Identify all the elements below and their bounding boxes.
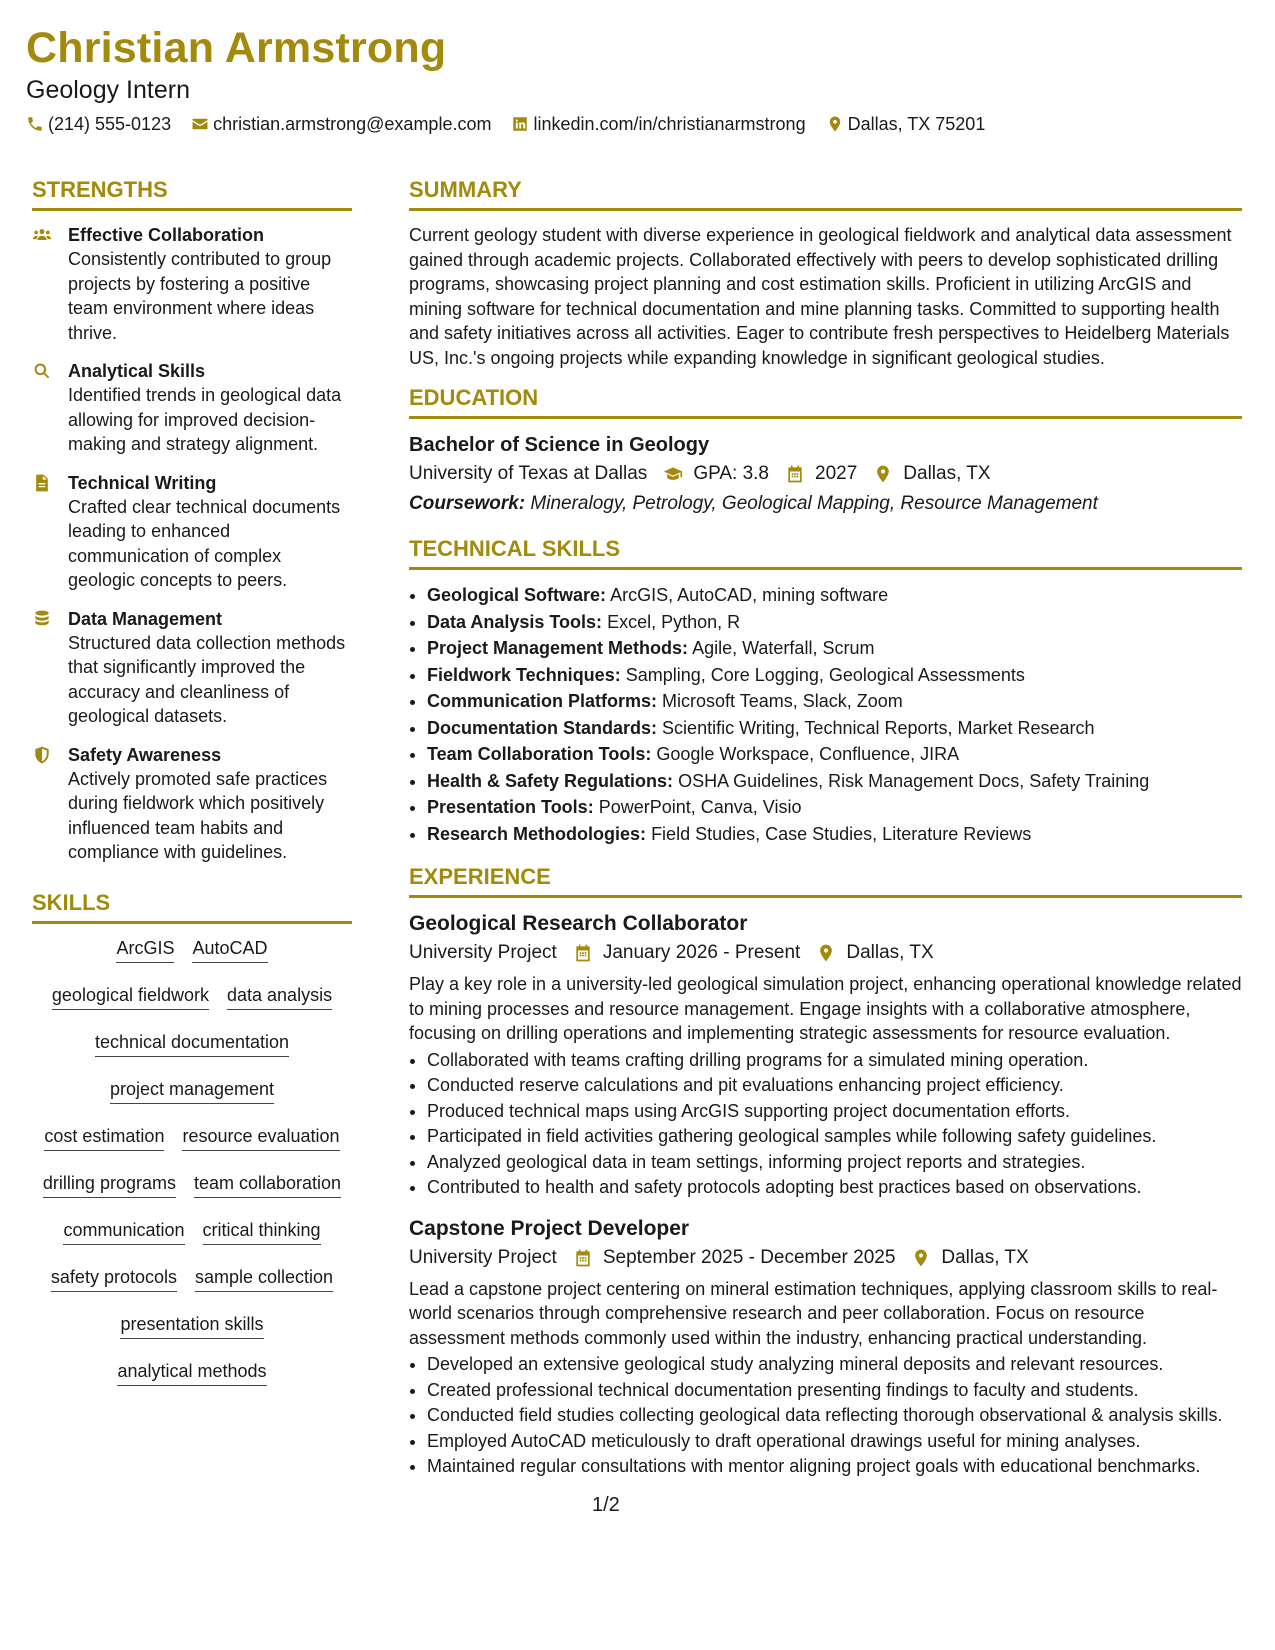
map-pin-icon — [911, 1248, 931, 1268]
page-number: 1/2 — [592, 1494, 620, 1516]
skill-tag: communication — [63, 1218, 184, 1245]
strength-item — [32, 359, 352, 457]
job-org: University Project — [409, 1246, 557, 1268]
education-degree: Bachelor of Science in Geology — [409, 434, 710, 456]
job-location: Dallas, TX — [911, 1243, 1028, 1273]
list-item: • Contributed to health and safety protocols adopting best practices based on observations. — [427, 1175, 1242, 1201]
strength-item — [32, 743, 352, 865]
list-item: • Participated in field activities gathering geological samples while following safety guidelines. — [427, 1124, 1242, 1150]
strength-text: Consistently contributed to group projects by fostering a positive team environment where ideas thrive. — [68, 249, 332, 343]
list-item: • Documentation Standards: Scientific Writing, Technical Reports, Market Research — [427, 715, 1242, 742]
education-heading: EDUCATION — [409, 384, 1242, 419]
job-entry — [409, 1215, 1242, 1480]
list-item: • Fieldwork Techniques: Sampling, Core Logging, Geological Assessments — [427, 662, 1242, 689]
technical-skills-list — [409, 582, 1242, 847]
envelope-icon — [191, 115, 209, 133]
job-description: Play a key role in a university-led geological simulation project, enhancing operational knowledge related to mining processes and resource management. Engage insights with a collaborative atmosphere, focusing on drilling operations and implementing strategic assessments for resource evaluation. — [409, 974, 1242, 1043]
list-item: • Presentation Tools: PowerPoint, Canva, Visio — [427, 794, 1242, 821]
skills-tag-list — [32, 936, 352, 1406]
linkedin-text: linkedin.com/in/christianarmstrong — [533, 114, 806, 134]
strength-title: Safety Awareness — [68, 744, 222, 765]
education-coursework: Coursework: Mineralogy, Petrology, Geological Mapping, Resource Management — [409, 493, 1098, 514]
map-pin-icon — [816, 943, 836, 963]
strength-title: Analytical Skills — [68, 361, 206, 381]
summary-heading: SUMMARY — [409, 176, 1242, 211]
strength-title: Data Management — [68, 608, 223, 629]
list-item: • Health & Safety Regulations: OSHA Guidelines, Risk Management Docs, Safety Training — [427, 768, 1242, 795]
education-meta — [409, 459, 1242, 489]
left-column — [32, 176, 352, 1406]
education-gpa: GPA: 3.8 — [663, 459, 769, 489]
strength-text: Crafted clear technical documents leading to enhanced communication of complex geologic concepts to peers. — [68, 496, 341, 590]
job-meta — [409, 938, 1242, 968]
strengths-heading: STRENGTHS — [32, 176, 352, 211]
list-item: • Created professional technical documentation presenting findings to faculty and students. — [427, 1378, 1242, 1404]
list-item: • Geological Software: ArcGIS, AutoCAD, mining software — [427, 582, 1242, 609]
education-year: 2027 — [785, 459, 857, 489]
linkedin-icon — [511, 115, 529, 133]
skill-tag: technical documentation — [95, 1030, 289, 1057]
skill-tag: team collaboration — [194, 1171, 341, 1198]
document-icon — [32, 473, 52, 493]
list-item: • Developed an extensive geological study analyzing mineral deposits and relevant resources. — [427, 1352, 1242, 1378]
list-item: • Maintained regular consultations with mentor aligning project goals with educational benchmarks. — [427, 1454, 1242, 1480]
strength-item — [32, 471, 352, 593]
list-item: • Produced technical maps using ArcGIS supporting project documentation efforts. — [427, 1099, 1242, 1125]
skill-tag: ArcGIS — [116, 936, 174, 963]
list-item: • Team Collaboration Tools: Google Workspace, Confluence, JIRA — [427, 741, 1242, 768]
job-description: Lead a capstone project centering on mineral estimation techniques, applying classroom skills to real-world scenarios through comprehensive research and peer collaboration. Focus on resource assessment methods commonly used within the industry, enhancing practical understanding. — [409, 1278, 1218, 1348]
contact-email[interactable] — [191, 112, 491, 136]
skill-tag: geological fieldwork — [52, 983, 209, 1010]
skill-tag: sample collection — [195, 1265, 333, 1292]
education-school: University of Texas at Dallas — [409, 463, 648, 484]
strength-item — [32, 607, 352, 729]
calendar-icon — [573, 1248, 593, 1268]
strength-title: Technical Writing — [68, 472, 217, 493]
calendar-icon — [785, 464, 805, 484]
list-item: • Conducted field studies collecting geological data reflecting thorough observational & analysis skills. — [427, 1403, 1242, 1429]
right-column — [409, 176, 1242, 1494]
strength-text: Identified trends in geological data allowing for improved decision-making and strategy alignment. — [68, 385, 342, 454]
strength-text: Actively promoted safe practices during fieldwork which positively influenced team habits and compliance with guidelines. — [68, 768, 328, 862]
calendar-icon — [573, 943, 593, 963]
resume-header — [26, 22, 1246, 136]
contact-linkedin[interactable] — [511, 112, 805, 136]
skill-tag: data analysis — [227, 983, 332, 1010]
list-item: • Research Methodologies: Field Studies, Case Studies, Literature Reviews — [427, 821, 1242, 848]
skill-tag: safety protocols — [51, 1265, 177, 1292]
list-item: • Data Analysis Tools: Excel, Python, R — [427, 609, 1242, 636]
list-item: • Employed AutoCAD meticulously to draft operational drawings useful for mining analyses. — [427, 1429, 1242, 1455]
list-item: • Collaborated with teams crafting drilling programs for a simulated mining operation. — [427, 1048, 1242, 1074]
job-org: University Project — [409, 942, 557, 963]
list-item: • Conducted reserve calculations and pit evaluations enhancing project efficiency. — [427, 1073, 1242, 1099]
job-meta — [409, 1243, 1242, 1273]
strength-title: Effective Collaboration — [68, 225, 265, 245]
education-location: Dallas, TX — [873, 459, 990, 489]
job-bullets — [409, 1048, 1242, 1201]
candidate-title: Geology Intern — [26, 76, 190, 104]
skill-tag: AutoCAD — [192, 936, 267, 963]
job-entry — [409, 910, 1242, 1201]
skill-tag: presentation skills — [120, 1312, 263, 1339]
skill-tag: resource evaluation — [182, 1124, 339, 1151]
skill-tag: project management — [110, 1077, 274, 1104]
strength-item — [32, 223, 352, 345]
job-bullets — [409, 1352, 1242, 1480]
contact-location — [826, 112, 986, 136]
skill-tag: critical thinking — [203, 1218, 321, 1245]
map-pin-icon — [873, 464, 893, 484]
email-text: christian.armstrong@example.com — [213, 114, 492, 134]
job-dates: January 2026 - Present — [573, 938, 801, 968]
list-item: • Analyzed geological data in team settings, informing project reports and strategies. — [427, 1150, 1242, 1176]
search-icon — [32, 361, 52, 381]
contact-row — [26, 112, 1246, 136]
skills-heading: SKILLS — [32, 889, 352, 924]
database-icon — [32, 609, 52, 629]
technical-skills-heading: TECHNICAL SKILLS — [409, 535, 1242, 570]
users-icon — [32, 225, 52, 245]
contact-phone[interactable] — [26, 112, 171, 136]
skill-tag: cost estimation — [44, 1124, 164, 1151]
experience-heading: EXPERIENCE — [409, 863, 1242, 898]
job-title: Geological Research Collaborator — [409, 912, 748, 935]
strength-text: Structured data collection methods that significantly improved the accuracy and cleanliness of geological datasets. — [68, 632, 346, 726]
summary-text: Current geology student with diverse experience in geological fieldwork and analytical data assessment gained through academic projects. Collaborated effectively with peers to develop sophisticated drilling programs, showcasing project planning and cost estimation skills. Proficient in utilizing ArcGIS and mining software for technical documentation and mine planning tasks. Committed to supporting health and safety initiatives across all activities. Eager to contribute fresh perspectives to Heidelberg Materials US, Inc.'s ongoing projects while expanding knowledge in significant geological studies. — [409, 225, 1232, 368]
phone-text: (214) 555-0123 — [48, 114, 172, 134]
graduation-cap-icon — [663, 464, 683, 484]
list-item: • Communication Platforms: Microsoft Teams, Slack, Zoom — [427, 688, 1242, 715]
job-title: Capstone Project Developer — [409, 1216, 690, 1240]
map-pin-icon — [826, 115, 844, 133]
phone-icon — [26, 115, 44, 133]
job-location: Dallas, TX — [816, 938, 933, 968]
skill-tag: drilling programs — [43, 1171, 176, 1198]
location-text: Dallas, TX 75201 — [847, 114, 986, 134]
skill-tag: analytical methods — [117, 1359, 266, 1386]
list-item: • Project Management Methods: Agile, Waterfall, Scrum — [427, 635, 1242, 662]
job-dates: September 2025 - December 2025 — [573, 1243, 896, 1273]
candidate-name: Christian Armstrong — [26, 24, 447, 72]
shield-icon — [32, 745, 52, 765]
